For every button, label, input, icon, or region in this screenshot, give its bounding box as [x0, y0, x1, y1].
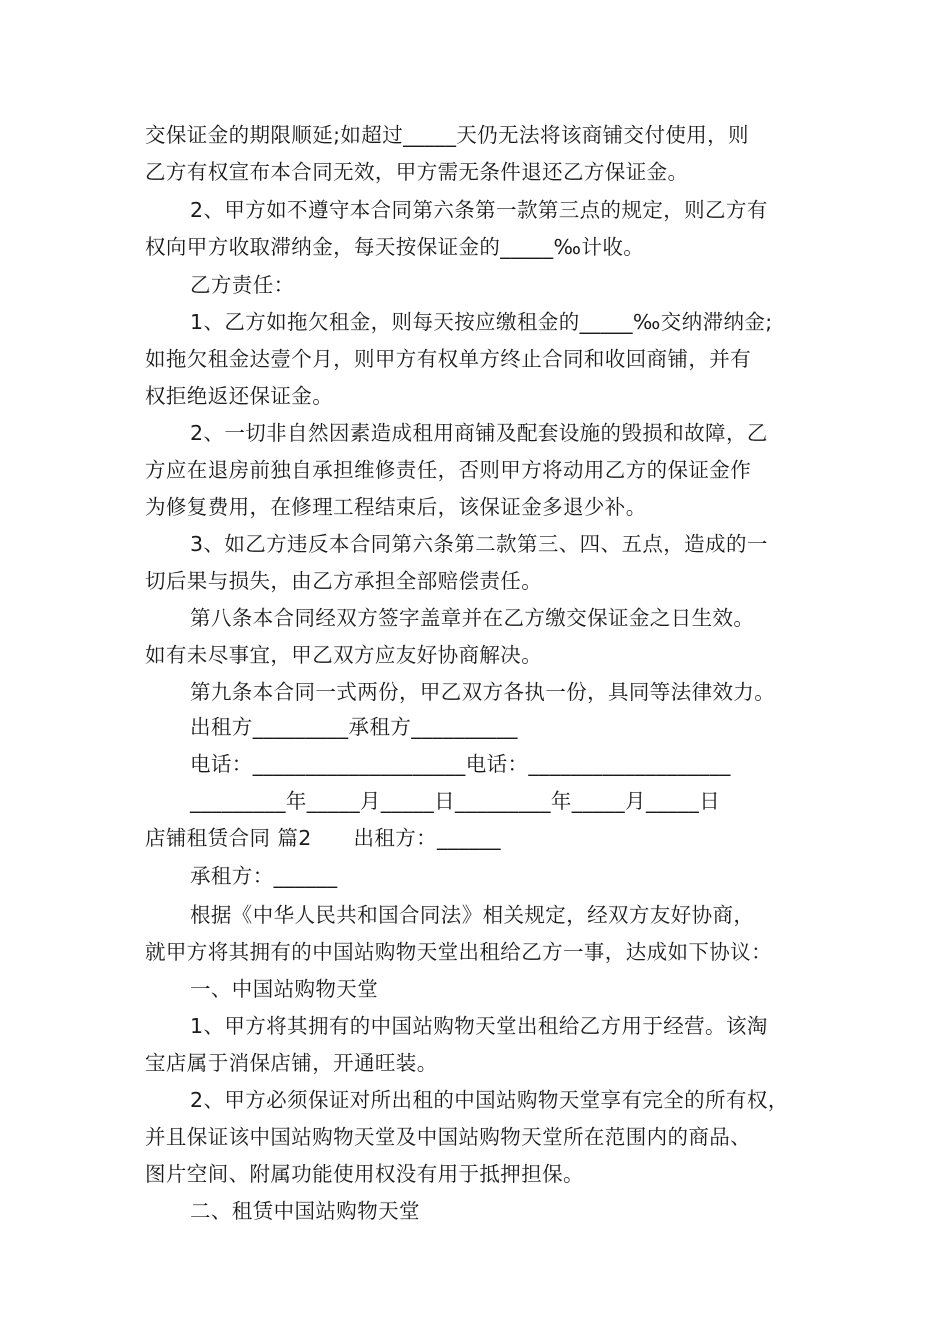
- paragraph-line: 1、乙方如拖欠租金，则每天按应缴租金的_____‰交纳滞纳金;: [190, 310, 773, 334]
- paragraph-line: 2、甲方如不遵守本合同第六条第一款第三点的规定，则乙方有: [190, 198, 768, 222]
- section-heading: 一、中国站购物天堂: [190, 977, 379, 1001]
- paragraph-line: 切后果与损失，由乙方承担全部赔偿责任。: [145, 569, 543, 593]
- paragraph-line: 第九条本合同一式两份，甲乙双方各执一份，具同等法律效力。: [190, 680, 776, 704]
- paragraph-line: 如有未尽事宜，甲乙双方应友好协商解决。: [145, 643, 543, 667]
- paragraph-line: 2、甲方必须保证对所出租的中国站购物天堂享有完全的所有权，: [190, 1088, 789, 1112]
- paragraph-line: 如拖欠租金达壹个月，则甲方有权单方终止合同和收回商铺，并有: [145, 347, 752, 371]
- phone-line: 电话：____________________电话：___________________: [190, 752, 731, 776]
- contract-title-line: 店铺租赁合同 篇2 出租方：______: [145, 826, 501, 850]
- paragraph-line: 交保证金的期限顺延;如超过_____天仍无法将该商铺交付使用，则: [145, 123, 749, 147]
- paragraph-line: 2、一切非自然因素造成租用商铺及配套设施的毁损和故障，乙: [190, 421, 768, 445]
- paragraph-line: 图片空间、附属功能使用权没有用于抵押担保。: [145, 1162, 584, 1186]
- paragraph-line: 1、甲方将其拥有的中国站购物天堂出租给乙方用于经营。该淘: [190, 1014, 768, 1038]
- section-heading: 乙方责任：: [190, 273, 295, 297]
- paragraph-line: 就甲方将其拥有的中国站购物天堂出租给乙方一事，达成如下协议：: [145, 940, 772, 964]
- signature-line: 出租方_________承租方__________: [190, 715, 518, 739]
- paragraph-line: 3、如乙方违反本合同第六条第二款第三、四、五点，造成的一: [190, 532, 768, 556]
- paragraph-line: 为修复费用，在修理工程结束后，该保证金多退少补。: [145, 495, 647, 519]
- paragraph-line: 权向甲方收取滞纳金，每天按保证金的_____‰计收。: [145, 235, 645, 259]
- paragraph-line: 根据《中华人民共和国合同法》相关规定，经双方友好协商，: [190, 903, 755, 927]
- date-line: _________年_____月_____日_________年_____月_____日: [190, 789, 721, 813]
- paragraph-line: 并且保证该中国站购物天堂及中国站购物天堂所在范围内的商品、: [145, 1125, 752, 1149]
- paragraph-line: 宝店属于消保店铺，开通旺装。: [145, 1051, 438, 1075]
- paragraph-line: 乙方有权宣布本合同无效，甲方需无条件退还乙方保证金。: [145, 160, 689, 184]
- paragraph-line: 第八条本合同经双方签字盖章并在乙方缴交保证金之日生效。: [190, 606, 755, 630]
- paragraph-line: 方应在退房前独自承担维修责任，否则甲方将动用乙方的保证金作: [145, 458, 752, 482]
- section-heading: 二、租赁中国站购物天堂: [190, 1199, 420, 1223]
- tenant-line: 承租方：______: [190, 864, 338, 888]
- paragraph-line: 权拒绝返还保证金。: [145, 384, 334, 408]
